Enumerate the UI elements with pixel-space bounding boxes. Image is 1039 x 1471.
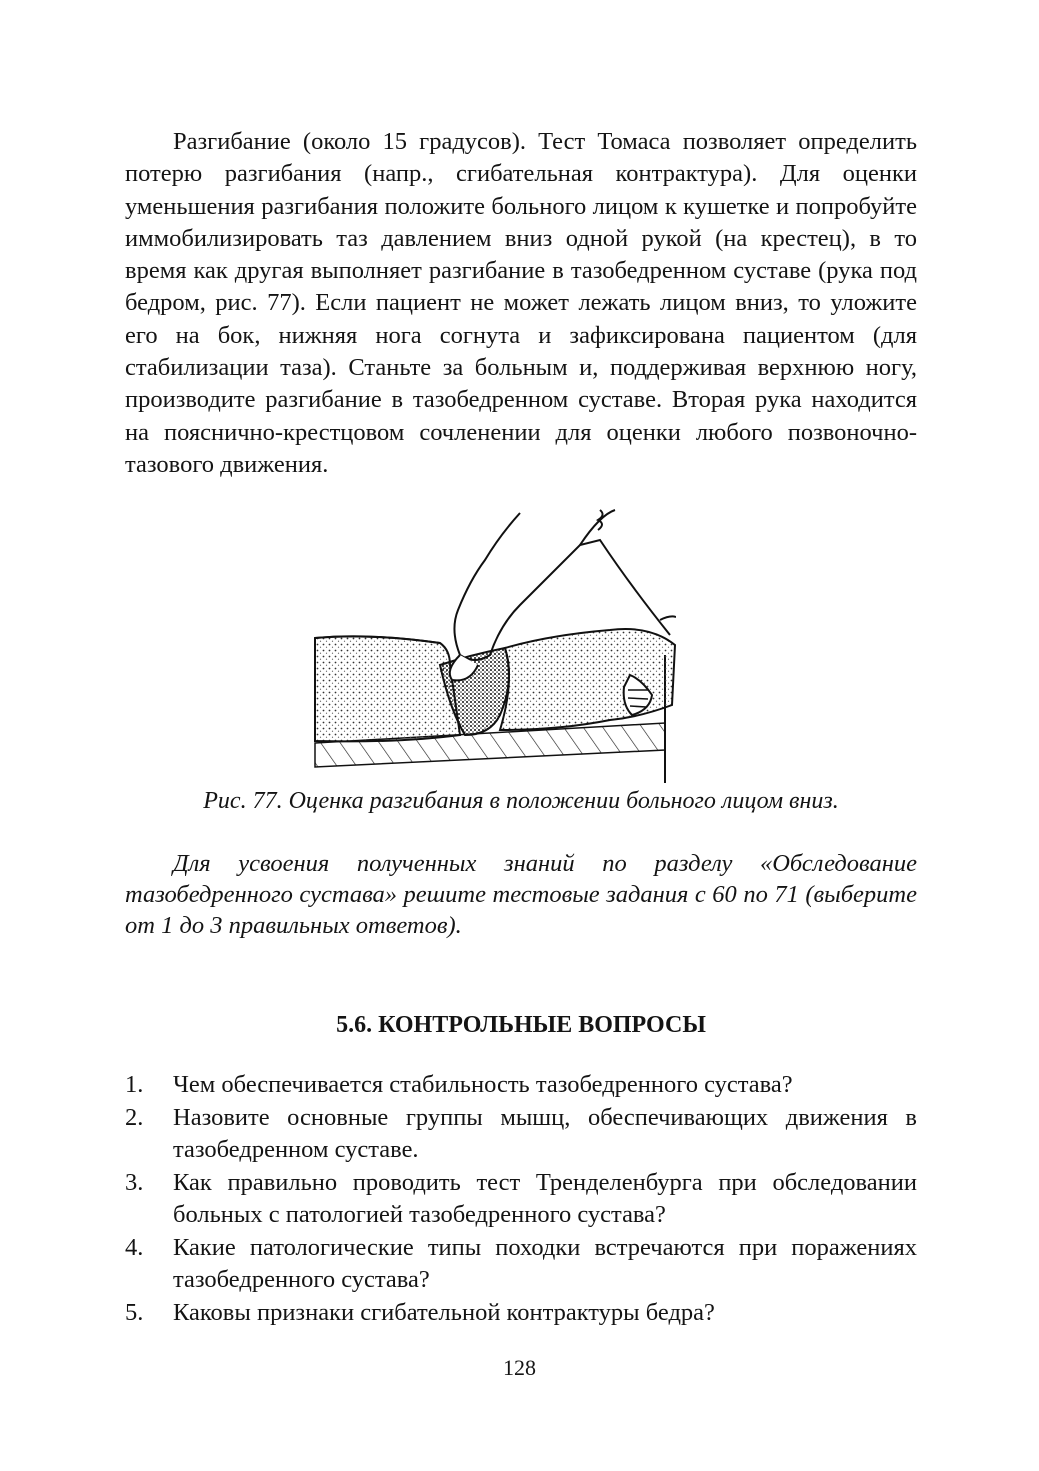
question-number: 4.: [125, 1234, 144, 1261]
question-text: Каковы признаки сгибательной контрактуры бедра?: [173, 1299, 715, 1326]
question-number: 2.: [125, 1104, 144, 1131]
question-number: 1.: [125, 1071, 144, 1098]
list-item: [125, 1167, 917, 1231]
question-text: Чем обеспечивается стабильность тазобедренного сустава?: [173, 1071, 793, 1098]
question-number: 5.: [125, 1299, 144, 1326]
list-item: [125, 1069, 917, 1101]
page-number: 128: [503, 1355, 536, 1380]
study-note: Для усвоения полученных знаний по разделу «Обследование тазобедренного сустава» решите тестовые задания с 60 по 71 (выберите от 1 до 3 правильных ответов).: [125, 850, 917, 939]
patient-prone-hip-extension-drawing: [310, 505, 676, 783]
question-text: Назовите основные группы мышц, обеспечивающих движения в тазобедренном суставе.: [173, 1104, 917, 1163]
list-item: [125, 1102, 917, 1166]
section-heading: 5.6. КОНТРОЛЬНЫЕ ВОПРОСЫ: [336, 1012, 706, 1038]
question-number: 3.: [125, 1169, 144, 1196]
question-text: Как правильно проводить тест Тренделенбурга при обследовании больных с патологией тазобедренного сустава?: [173, 1169, 917, 1228]
question-text: Какие патологические типы походки встречаются при поражениях тазобедренного сустава?: [173, 1234, 917, 1293]
figure-caption: Рис. 77. Оценка разгибания в положении больного лицом вниз.: [203, 788, 839, 814]
questions-list: [125, 1069, 917, 1330]
body-paragraph: Разгибание (около 15 градусов). Тест Томаса позволяет определить потерю разгибания (напр., сгибательная контрактура). Для оценки уменьшения разгибания положите больного лицом к кушетке и попробуйте иммобилизировать таз давлением вниз одной рукой (на крестец), в то время как другая выполняет разгибание в тазобедренном суставе (рука под бедром, рис. 77). Если пациент не может лежать лицом вниз, то уложите его на бок, нижняя нога согнута и зафиксирована пациентом (для стабилизации таза). Станьте за больным и, поддерживая верхнюю ногу, производите разгибание в тазобедренном суставе. Вторая рука находится на пояснично-крестцовом сочленении для оценки любого позвоночно-тазового движения.: [125, 128, 917, 478]
figure-77-illustration: [310, 505, 676, 783]
list-item: [125, 1297, 917, 1329]
list-item: [125, 1232, 917, 1296]
